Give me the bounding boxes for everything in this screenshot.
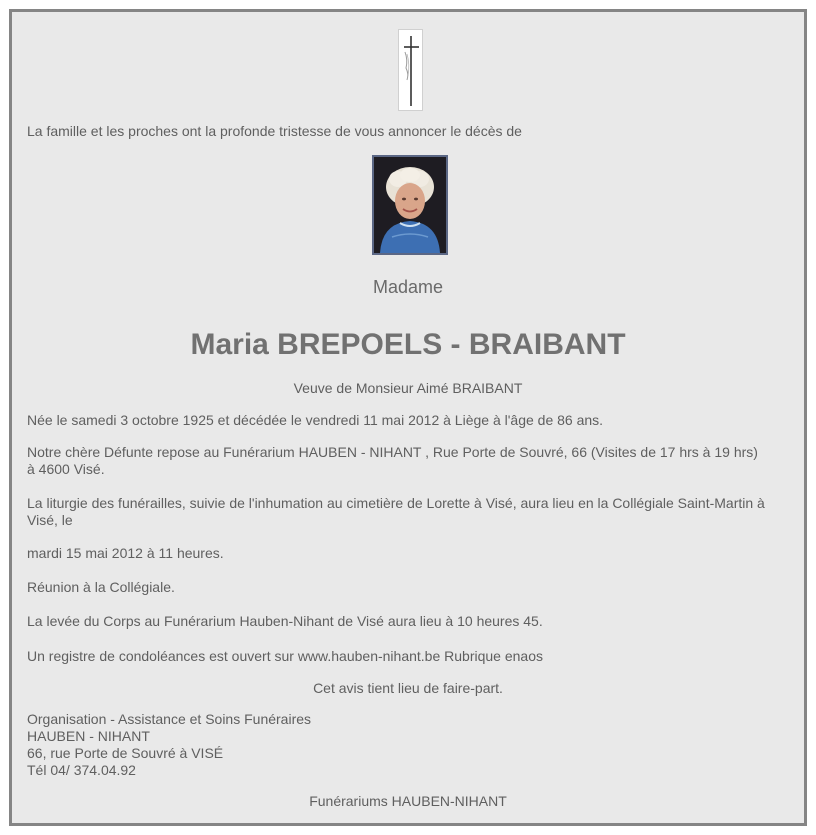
condolences-text: Un registre de condoléances est ouvert sur www.hauben-nihant.be Rubrique enaos bbox=[27, 648, 543, 664]
deceased-name: Maria BREPOELS - BRAIBANT bbox=[190, 328, 626, 361]
rest-place-line1: Notre chère Défunte repose au Funérarium HAUBEN - NIHANT , Rue Porte de Souvré, 66 (Visites de 17 hrs à 19 hrs) bbox=[27, 444, 758, 460]
cross-icon bbox=[398, 29, 423, 111]
organisation-phone: Tél 04/ 374.04.92 bbox=[27, 762, 136, 778]
title-prefix: Madame bbox=[372, 277, 444, 297]
portrait-photo bbox=[372, 155, 448, 255]
funeral-line2: Visé, le bbox=[27, 512, 73, 528]
intro-text: La famille et les proches ont la profonde tristesse de vous annoncer le décès de bbox=[27, 123, 522, 139]
rest-place-line2: à 4600 Visé. bbox=[27, 461, 105, 477]
notice-text: Cet avis tient lieu de faire-part. bbox=[313, 680, 503, 696]
body-lifting-text: La levée du Corps au Funérarium Hauben-Nihant de Visé aura lieu à 10 heures 45. bbox=[27, 613, 543, 629]
organisation-line2: HAUBEN - NIHANT bbox=[27, 728, 150, 744]
funeral-date: mardi 15 mai 2012 à 11 heures. bbox=[27, 545, 224, 561]
footer-text: Funérariums HAUBEN-NIHANT bbox=[309, 793, 507, 809]
spouse-line: Veuve de Monsieur Aimé BRAIBANT bbox=[293, 380, 523, 396]
organisation-address: 66, rue Porte de Souvré à VISÉ bbox=[27, 745, 224, 761]
meeting-text: Réunion à la Collégiale. bbox=[27, 579, 175, 595]
funeral-line1: La liturgie des funérailles, suivie de l'inhumation au cimetière de Lorette à Visé, aura lieu en la Collégiale Saint-Martin à bbox=[27, 495, 765, 511]
organisation-line1: Organisation - Assistance et Soins Funéraires bbox=[27, 711, 312, 727]
birth-death-text: Née le samedi 3 octobre 1925 et décédée le vendredi 11 mai 2012 à Liège à l'âge de 86 ans. bbox=[27, 412, 604, 428]
obituary-card bbox=[9, 9, 807, 826]
